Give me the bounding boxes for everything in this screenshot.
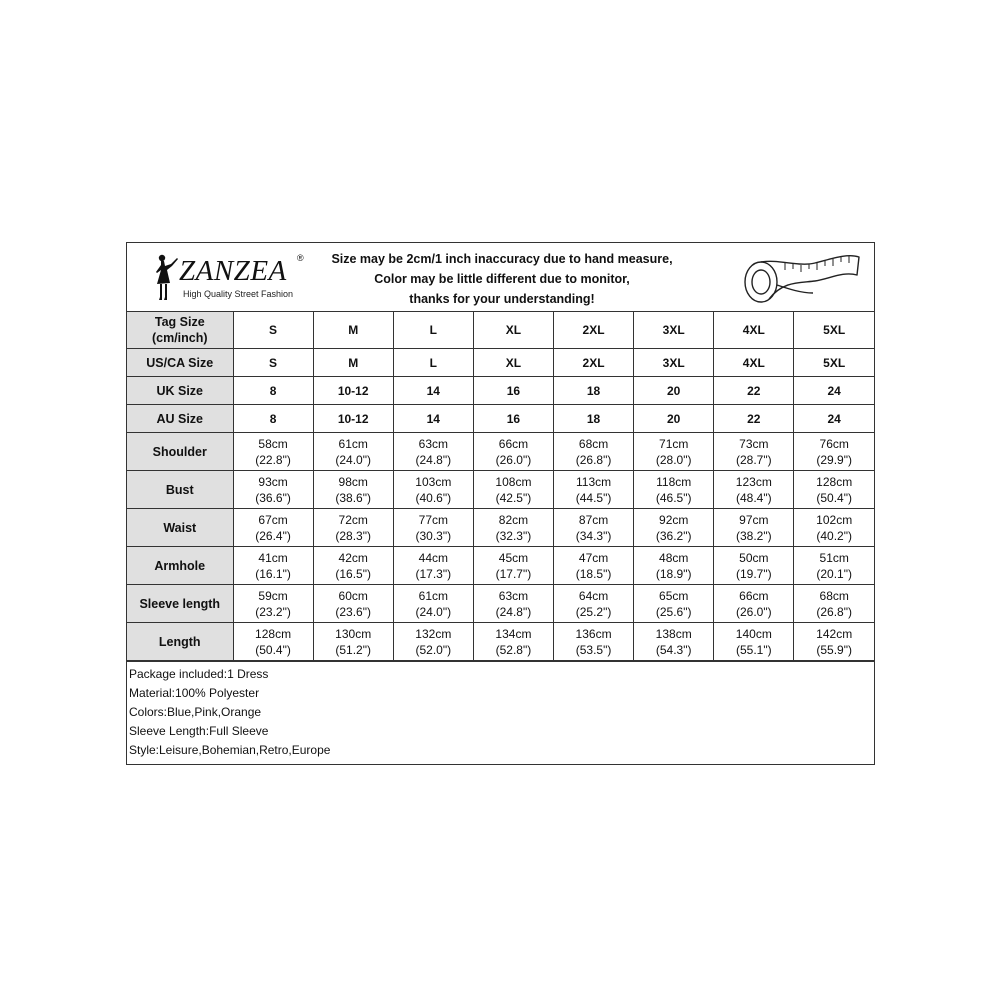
measurement-cell — [794, 509, 874, 547]
cm-value: 103cm — [415, 474, 452, 489]
cm-value: 140cm — [735, 626, 772, 641]
inch-value: (52.0") — [415, 642, 452, 657]
row-label: Bust — [127, 471, 233, 509]
measurement-cell — [794, 623, 874, 661]
inch-value: (29.9") — [816, 452, 852, 467]
inch-value: (30.3") — [415, 528, 452, 543]
size-cell: 24 — [794, 405, 874, 433]
inch-value: (25.2") — [575, 604, 612, 619]
inch-value: (36.2") — [655, 528, 692, 543]
measurement-row — [127, 433, 874, 471]
cm-value: 71cm — [659, 436, 689, 451]
inch-value: (50.4") — [816, 490, 852, 505]
cm-value: 42cm — [338, 550, 368, 565]
inch-value: (26.0") — [736, 604, 772, 619]
measurement-cell — [714, 585, 794, 623]
size-row — [127, 377, 874, 405]
size-cell: 18 — [554, 377, 634, 405]
inch-value: (51.2") — [335, 642, 371, 657]
cm-value: 63cm — [498, 588, 529, 603]
measurement-row — [127, 623, 874, 661]
row-label: Tag Size (cm/inch) — [127, 312, 233, 349]
brand-registered-mark: ® — [297, 253, 304, 263]
size-cell: 4XL — [714, 312, 794, 349]
size-cell: 14 — [393, 405, 473, 433]
size-cell: S — [233, 349, 313, 377]
inch-value: (18.9") — [655, 566, 692, 581]
size-cell: M — [313, 312, 393, 349]
chart-header — [127, 243, 874, 312]
measurement-cell — [233, 509, 313, 547]
cm-value: 138cm — [655, 626, 692, 641]
inch-value: (48.4") — [736, 490, 772, 505]
inch-value: (16.5") — [335, 566, 371, 581]
inch-value: (20.1") — [816, 566, 852, 581]
info-style: Style:Leisure,Bohemian,Retro,Europe — [129, 743, 331, 757]
cm-value: 118cm — [656, 474, 692, 489]
measurement-cell — [554, 623, 634, 661]
inch-value: (24.8") — [495, 604, 532, 619]
measurement-cell — [634, 623, 714, 661]
size-cell: 18 — [554, 405, 634, 433]
inch-value: (55.9") — [816, 642, 852, 657]
brand-logo — [153, 253, 333, 305]
inch-value: (34.3") — [575, 528, 612, 543]
cm-value: 48cm — [659, 550, 689, 565]
row-label: Shoulder — [127, 433, 233, 471]
cm-value: 113cm — [575, 474, 612, 489]
measurement-cell — [554, 585, 634, 623]
measurement-cell — [473, 509, 553, 547]
cm-value: 108cm — [495, 474, 532, 489]
cm-value: 60cm — [338, 588, 368, 603]
measuring-tape-icon — [739, 249, 865, 307]
inch-value: (38.6") — [335, 490, 371, 505]
inch-value: (54.3") — [655, 642, 692, 657]
measurement-cell — [473, 585, 553, 623]
inch-value: (22.8") — [255, 452, 291, 467]
measurement-cell — [794, 585, 874, 623]
cm-value: 136cm — [575, 626, 612, 641]
size-cell: L — [393, 349, 473, 377]
cm-value: 132cm — [415, 626, 452, 641]
cm-value: 128cm — [255, 626, 292, 641]
cm-value: 61cm — [418, 588, 448, 603]
measurement-cell — [554, 471, 634, 509]
inch-value: (44.5") — [575, 490, 612, 505]
measurement-cell — [313, 471, 393, 509]
cm-value: 134cm — [495, 626, 532, 641]
size-cell: 16 — [473, 405, 553, 433]
size-cell: 10-12 — [313, 405, 393, 433]
inch-value: (26.8") — [816, 604, 852, 619]
cm-value: 76cm — [819, 436, 849, 451]
cm-value: 67cm — [258, 512, 288, 527]
measurement-cell — [233, 623, 313, 661]
size-cell: 10-12 — [313, 377, 393, 405]
size-cell: 16 — [473, 377, 553, 405]
inch-value: (38.2") — [736, 528, 772, 543]
measurement-cell — [634, 547, 714, 585]
cm-value: 66cm — [498, 436, 529, 451]
size-cell: 20 — [634, 405, 714, 433]
info-sleeve-length: Sleeve Length:Full Sleeve — [129, 724, 269, 738]
inch-value: (18.5") — [575, 566, 612, 581]
size-cell: 20 — [634, 377, 714, 405]
measure-notice — [317, 249, 687, 309]
info-material: Material:100% Polyester — [129, 686, 260, 700]
row-label: UK Size — [127, 377, 233, 405]
size-cell: 3XL — [634, 349, 714, 377]
size-cell: 8 — [233, 377, 313, 405]
cm-value: 92cm — [659, 512, 689, 527]
cm-value: 77cm — [418, 512, 448, 527]
cm-value: 64cm — [578, 588, 609, 603]
cm-value: 142cm — [816, 626, 853, 641]
measurement-row — [127, 585, 874, 623]
measurement-cell — [714, 433, 794, 471]
inch-value: (23.6") — [335, 604, 371, 619]
inch-value: (19.7") — [736, 566, 772, 581]
measurement-cell — [554, 509, 634, 547]
inch-value: (24.0") — [335, 452, 371, 467]
measurement-cell — [393, 623, 473, 661]
cm-value: 63cm — [418, 436, 448, 451]
measurement-row — [127, 471, 874, 509]
size-cell: S — [233, 312, 313, 349]
measurement-cell — [714, 547, 794, 585]
measurement-cell — [393, 585, 473, 623]
size-cell: 5XL — [794, 312, 874, 349]
product-info — [127, 661, 874, 764]
cm-value: 59cm — [258, 588, 288, 603]
size-chart — [126, 242, 875, 765]
inch-value: (40.2") — [816, 528, 852, 543]
size-row — [127, 405, 874, 433]
measurement-row — [127, 547, 874, 585]
cm-value: 72cm — [338, 512, 368, 527]
measurement-cell — [473, 547, 553, 585]
info-package: Package included:1 Dress — [129, 667, 269, 681]
measurement-cell — [473, 471, 553, 509]
cm-value: 45cm — [498, 550, 529, 565]
measurement-cell — [634, 585, 714, 623]
size-row — [127, 312, 874, 349]
size-cell: 24 — [794, 377, 874, 405]
cm-value: 41cm — [258, 550, 288, 565]
inch-value: (28.7") — [736, 452, 772, 467]
inch-value: (23.2") — [255, 604, 291, 619]
notice-line: Color may be little different due to monitor, — [374, 272, 630, 286]
measurement-cell — [554, 433, 634, 471]
measurement-cell — [393, 509, 473, 547]
measurement-cell — [634, 471, 714, 509]
cm-value: 51cm — [819, 550, 849, 565]
cm-value: 98cm — [338, 474, 368, 489]
cm-value: 66cm — [739, 588, 769, 603]
measurement-cell — [634, 433, 714, 471]
row-label: Armhole — [127, 547, 233, 585]
cm-value: 73cm — [739, 436, 769, 451]
size-cell: 5XL — [794, 349, 874, 377]
size-cell: 14 — [393, 377, 473, 405]
measurement-cell — [794, 547, 874, 585]
size-cell: 2XL — [554, 312, 634, 349]
size-cell: 8 — [233, 405, 313, 433]
size-cell: XL — [473, 312, 553, 349]
brand-name: ZANZEA — [179, 255, 287, 287]
notice-line: thanks for your understanding! — [409, 292, 595, 306]
cm-value: 68cm — [819, 588, 849, 603]
measurement-cell — [473, 433, 553, 471]
dress-figure-icon — [153, 253, 181, 303]
notice-line: Size may be 2cm/1 inch inaccuracy due to hand measure, — [331, 252, 673, 266]
row-label: Sleeve length — [127, 585, 233, 623]
size-table — [127, 312, 874, 661]
row-label: AU Size — [127, 405, 233, 433]
size-cell: 22 — [714, 405, 794, 433]
cm-value: 93cm — [258, 474, 288, 489]
measurement-cell — [313, 623, 393, 661]
cm-value: 87cm — [578, 512, 609, 527]
inch-value: (24.0") — [415, 604, 452, 619]
cm-value: 44cm — [418, 550, 448, 565]
cm-value: 58cm — [258, 436, 288, 451]
measurement-cell — [554, 547, 634, 585]
inch-value: (16.1") — [255, 566, 291, 581]
measurement-cell — [313, 433, 393, 471]
measurement-cell — [233, 433, 313, 471]
cm-value: 65cm — [659, 588, 689, 603]
row-label: US/CA Size — [127, 349, 233, 377]
inch-value: (26.8") — [575, 452, 612, 467]
inch-value: (32.3") — [495, 528, 532, 543]
cm-value: 82cm — [498, 512, 529, 527]
measurement-cell — [393, 433, 473, 471]
size-cell: L — [393, 312, 473, 349]
measurement-cell — [313, 547, 393, 585]
info-colors: Colors:Blue,Pink,Orange — [129, 705, 262, 719]
size-cell: 2XL — [554, 349, 634, 377]
cm-value: 102cm — [816, 512, 853, 527]
inch-value: (52.8") — [495, 642, 532, 657]
size-cell: 22 — [714, 377, 794, 405]
inch-value: (25.6") — [655, 604, 692, 619]
inch-value: (40.6") — [415, 490, 452, 505]
measurement-row — [127, 509, 874, 547]
cm-value: 50cm — [739, 550, 769, 565]
row-label: Length — [127, 623, 233, 661]
measurement-cell — [393, 471, 473, 509]
inch-value: (17.7") — [495, 566, 532, 581]
brand-tagline: High Quality Street Fashion — [183, 289, 294, 299]
measurement-cell — [233, 547, 313, 585]
measurement-cell — [313, 509, 393, 547]
cm-value: 61cm — [338, 436, 368, 451]
size-cell: 4XL — [714, 349, 794, 377]
inch-value: (36.6") — [255, 490, 291, 505]
cm-value: 47cm — [578, 550, 609, 565]
inch-value: (26.4") — [255, 528, 291, 543]
measurement-cell — [794, 471, 874, 509]
size-row — [127, 349, 874, 377]
measurement-cell — [393, 547, 473, 585]
size-cell: 3XL — [634, 312, 714, 349]
measurement-cell — [473, 623, 553, 661]
cm-value: 123cm — [735, 474, 772, 489]
inch-value: (28.3") — [335, 528, 371, 543]
measurement-cell — [313, 585, 393, 623]
inch-value: (26.0") — [495, 452, 532, 467]
measurement-cell — [634, 509, 714, 547]
cm-value: 68cm — [578, 436, 609, 451]
measurement-cell — [233, 471, 313, 509]
inch-value: (53.5") — [575, 642, 612, 657]
inch-value: (24.8") — [415, 452, 452, 467]
size-cell: XL — [473, 349, 553, 377]
size-cell: M — [313, 349, 393, 377]
measurement-cell — [714, 509, 794, 547]
row-label: Waist — [127, 509, 233, 547]
inch-value: (55.1") — [736, 642, 772, 657]
inch-value: (46.5") — [655, 490, 692, 505]
measurement-cell — [794, 433, 874, 471]
cm-value: 97cm — [739, 512, 769, 527]
inch-value: (42.5") — [495, 490, 532, 505]
inch-value: (28.0") — [655, 452, 692, 467]
measurement-cell — [714, 471, 794, 509]
measurement-cell — [714, 623, 794, 661]
cm-value: 128cm — [816, 474, 853, 489]
inch-value: (50.4") — [255, 642, 291, 657]
cm-value: 130cm — [335, 626, 372, 641]
measurement-cell — [233, 585, 313, 623]
inch-value: (17.3") — [415, 566, 452, 581]
